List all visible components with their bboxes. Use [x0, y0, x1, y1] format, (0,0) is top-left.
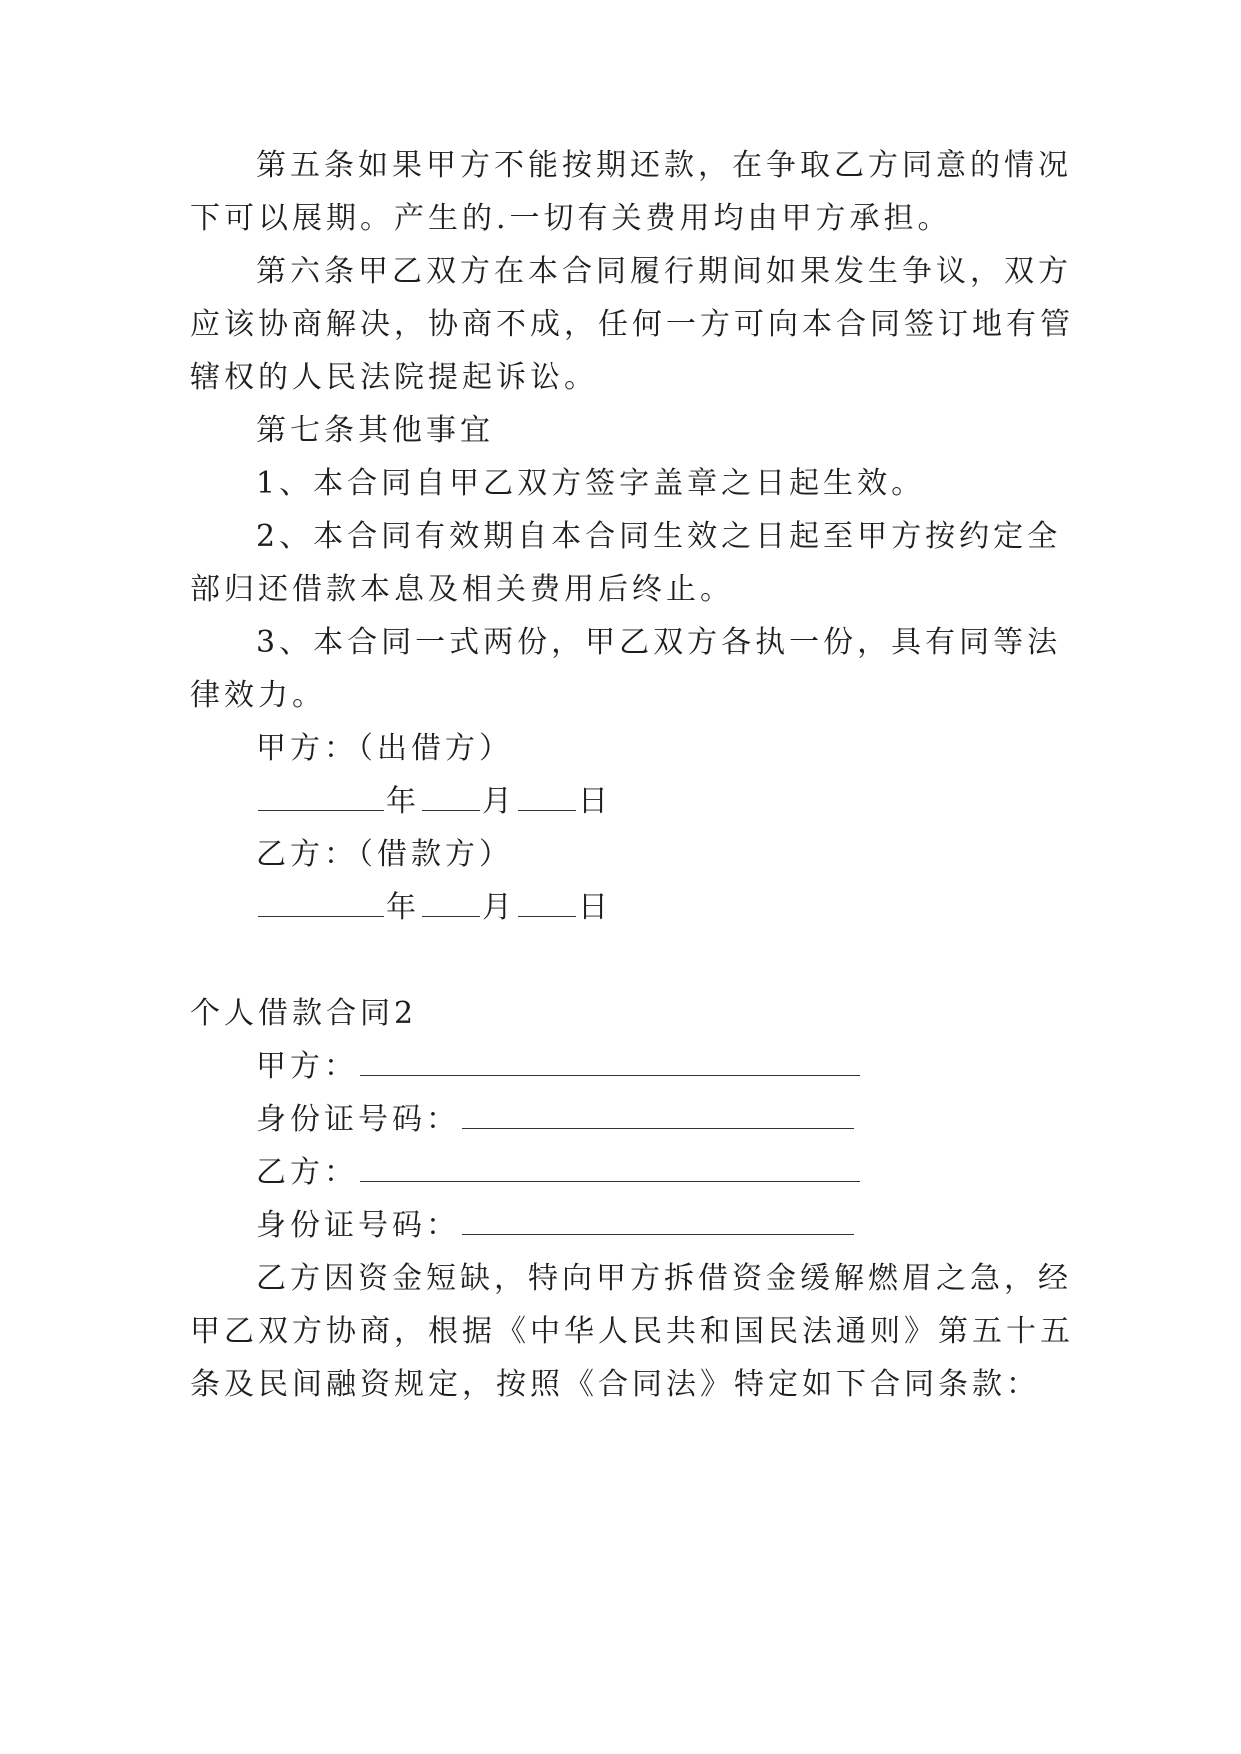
blank-line: [518, 888, 576, 917]
party-a-label: 甲方：（出借方）: [256, 731, 513, 766]
blank-line: [422, 888, 480, 917]
paragraph-line: 2、本合同有效期自本合同生效之日起至甲方按约定全: [256, 519, 1062, 554]
date-line: [256, 782, 612, 822]
paragraph-line: 甲乙双方协商，根据《中华人民共和国民法通则》第五十五: [190, 1314, 1074, 1349]
month-label: 月: [482, 784, 516, 819]
paragraph-line: 乙方因资金短缺，特向甲方拆借资金缓解燃眉之急，经: [256, 1261, 1072, 1296]
id-number-field: [256, 1206, 856, 1246]
blank-line: [462, 1206, 854, 1235]
month-label: 月: [482, 890, 516, 925]
field-label: 身份证号码：: [256, 1208, 460, 1243]
blank-line: [360, 1047, 860, 1076]
field-label: 身份证号码：: [256, 1102, 460, 1137]
day-label: 日: [578, 890, 612, 925]
blank-line: [258, 888, 384, 917]
paragraph-line: 下可以展期。产生的.一切有关费用均由甲方承担。: [190, 201, 952, 236]
field-label: 甲方：: [256, 1049, 358, 1084]
paragraph-line: 部归还借款本息及相关费用后终止。: [190, 572, 734, 607]
party-a-field: [256, 1047, 862, 1087]
blank-line: [462, 1100, 854, 1129]
year-label: 年: [386, 890, 420, 925]
paragraph-line: 律效力。: [190, 678, 326, 713]
party-b-label: 乙方：（借款方）: [256, 837, 513, 872]
year-label: 年: [386, 784, 420, 819]
blank-line: [258, 782, 384, 811]
party-b-field: [256, 1153, 862, 1193]
date-line: [256, 888, 612, 928]
section-heading: 第七条其他事宜: [256, 413, 494, 448]
paragraph-line: 辖权的人民法院提起诉讼。: [190, 360, 598, 395]
paragraph-line: 条及民间融资规定，按照《合同法》特定如下合同条款：: [190, 1367, 1040, 1402]
paragraph-line: 应该协商解决，协商不成，任何一方可向本合同签订地有管: [190, 307, 1074, 342]
paragraph-line: 3、本合同一式两份，甲乙双方各执一份，具有同等法: [256, 625, 1062, 660]
blank-line: [422, 782, 480, 811]
blank-line: [360, 1153, 860, 1182]
paragraph-line: 第六条甲乙双方在本合同履行期间如果发生争议，双方: [256, 254, 1072, 289]
day-label: 日: [578, 784, 612, 819]
paragraph-line: 1、本合同自甲乙双方签字盖章之日起生效。: [256, 466, 926, 501]
contract-title: 个人借款合同2: [190, 996, 418, 1031]
id-number-field: [256, 1100, 856, 1140]
blank-line: [518, 782, 576, 811]
paragraph-line: 第五条如果甲方不能按期还款，在争取乙方同意的情况: [256, 148, 1072, 183]
field-label: 乙方：: [256, 1155, 358, 1190]
